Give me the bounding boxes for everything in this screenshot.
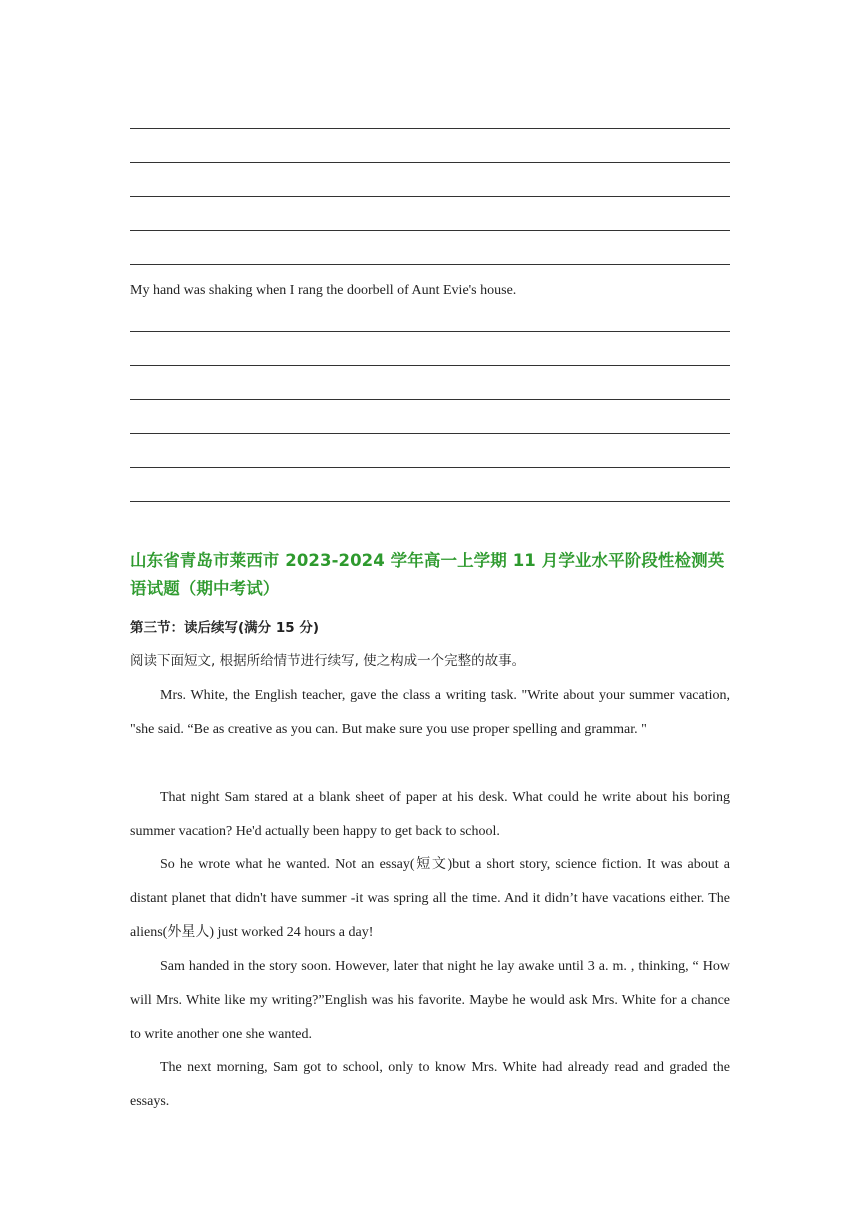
writing-line[interactable]	[130, 196, 730, 197]
instructions: 阅读下面短文, 根据所给情节进行续写, 使之构成一个完整的故事。	[130, 653, 526, 669]
writing-line[interactable]	[130, 501, 730, 502]
story-paragraph: Sam handed in the story soon. However, later that night he lay awake until 3 a. m. , thinking, “ How will Mrs. White like my writing?”English was his favorite. Maybe he would ask Mrs. White for a chance to write another one she wanted.	[130, 959, 730, 1042]
writing-line[interactable]	[130, 264, 730, 265]
writing-line[interactable]	[130, 162, 730, 163]
writing-line[interactable]	[130, 230, 730, 231]
prompt-sentence: My hand was shaking when I rang the doorbell of Aunt Evie's house.	[130, 283, 517, 298]
story-paragraph: That night Sam stared at a blank sheet of paper at his desk. What could he write about his boring summer vacation? He'd actually been happy to get back to school.	[130, 790, 730, 839]
writing-line[interactable]	[130, 399, 730, 400]
writing-line[interactable]	[130, 467, 730, 468]
exam-title: 山东省青岛市莱西市 2023-2024 学年高一上学期 11 月学业水平阶段性检测英语试题（期中考试）	[130, 551, 725, 598]
story-paragraph: So he wrote what he wanted. Not an essay(短文)but a short story, science fiction. It was about a distant planet that didn't have summer -it was spring all the time. And it didn’t have vacations either. The aliens(外星人) just worked 24 hours a day!	[130, 857, 730, 940]
writing-line[interactable]	[130, 433, 730, 434]
story-paragraph: Mrs. White, the English teacher, gave the class a writing task. "Write about your summer vacation, "she said. “Be as creative as you can. But make sure you use proper spelling and grammar. "	[130, 688, 730, 737]
writing-line[interactable]	[130, 365, 730, 366]
writing-line[interactable]	[130, 331, 730, 332]
writing-line[interactable]	[130, 128, 730, 129]
story-paragraph: The next morning, Sam got to school, only to know Mrs. White had already read and graded the essays.	[130, 1060, 730, 1109]
section-heading: 第三节：读后续写(满分 15 分)	[130, 620, 320, 636]
